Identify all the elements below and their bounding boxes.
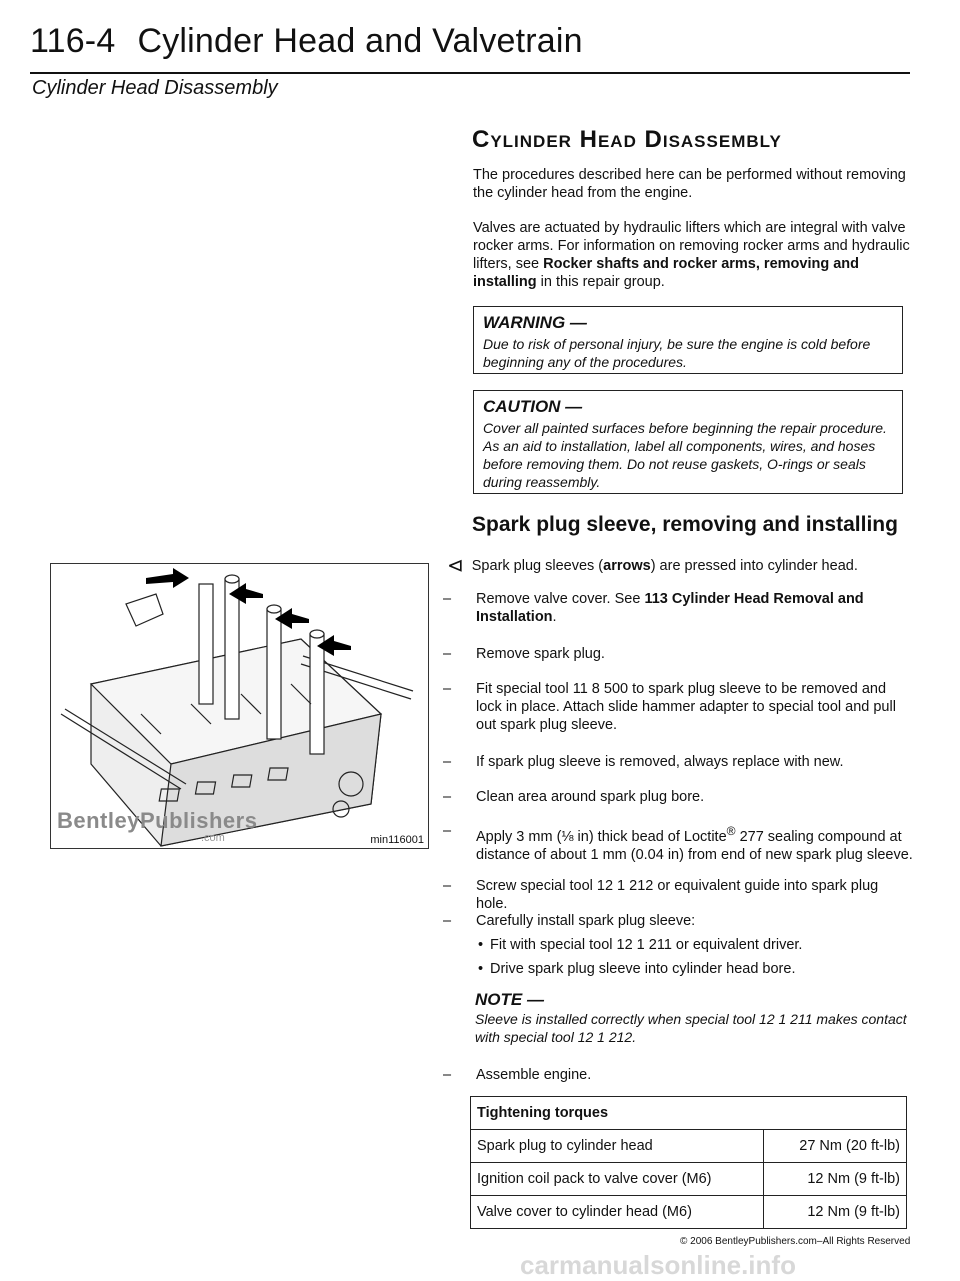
step-text: If spark plug sleeve is removed, always replace with new. — [476, 754, 844, 770]
bullet-text: Fit with special tool 12 1 211 or equivalent driver. — [490, 937, 803, 953]
step-dash: – — [443, 878, 452, 894]
step-9 — [443, 1066, 913, 1084]
torque-value: 12 Nm (9 ft-lb) — [764, 1196, 907, 1229]
step-text: Remove spark plug. — [476, 646, 605, 662]
torque-item: Ignition coil pack to valve cover (M6) — [471, 1163, 764, 1196]
torque-table — [470, 1096, 907, 1229]
caption-bold: arrows — [603, 558, 651, 574]
torque-value: 27 Nm (20 ft-lb) — [764, 1130, 907, 1163]
step-text: Carefully install spark plug sleeve: — [476, 913, 696, 929]
step-4 — [443, 753, 913, 771]
intro-paragraph-1: The procedures described here can be performed without removing the cylinder head from the engine. — [473, 167, 906, 201]
left-pointer-icon: ⊲ — [447, 555, 464, 577]
step-8 — [443, 912, 913, 930]
cylinder-head-figure — [50, 563, 429, 849]
figure-id: min116001 — [370, 834, 424, 846]
warning-title: WARNING — — [483, 313, 587, 332]
step-1 — [443, 590, 913, 626]
caption-text-end: ) are pressed into cylinder head. — [650, 558, 858, 574]
step-dash: – — [443, 1067, 452, 1083]
copyright: © 2006 BentleyPublishers.com–All Rights Reserved — [680, 1236, 911, 1247]
step-text-end: 277 sealing compound at distance of about 1 mm (0.04 in) from end of new spark plug sleeve. — [476, 828, 913, 863]
step-text-end: . — [552, 609, 557, 625]
table-row — [471, 1163, 907, 1196]
page-number: 116-4 — [30, 22, 116, 60]
intro-text: Valves are actuated by hydraulic lifters which are integral with valve rocker arms. For information on removing rocker arms and hydraulic lifters, see — [473, 220, 910, 272]
torque-item: Valve cover to cylinder head (M6) — [471, 1196, 764, 1229]
chapter-title: Cylinder Head and Valvetrain — [137, 22, 583, 60]
header-rule — [30, 72, 910, 74]
bullet-1 — [478, 937, 908, 953]
intro-text-end: in this repair group. — [536, 274, 665, 290]
cylinder-head-illustration — [51, 564, 427, 847]
torque-item: Spark plug to cylinder head — [471, 1130, 764, 1163]
caption-text: Spark plug sleeves ( — [471, 558, 604, 574]
step-dash: – — [443, 681, 452, 697]
bullet-dot: • — [478, 937, 484, 953]
bullet-text: Drive spark plug sleeve into cylinder head bore. — [490, 961, 796, 977]
table-header-row — [471, 1097, 907, 1130]
step-5 — [443, 788, 913, 806]
torque-value: 12 Nm (9 ft-lb) — [764, 1163, 907, 1196]
section-title: Cylinder Head Disassembly — [472, 126, 782, 153]
subsection-title: Spark plug sleeve, removing and installing — [472, 513, 898, 536]
step-text: Remove valve cover. See — [476, 591, 645, 607]
table-row — [471, 1196, 907, 1229]
caution-text: Cover all painted surfaces before beginning the repair procedure. As an aid to installation, label all components, wires, and hoses before removing them. Do not reuse gaskets, O-rings or seals during reassembly. — [483, 420, 887, 490]
step-text: Assemble engine. — [476, 1067, 592, 1083]
figure-caption — [447, 553, 858, 578]
step-text: Screw special tool 12 1 212 or equivalent guide into spark plug hole. — [476, 878, 879, 912]
step-text: Clean area around spark plug bore. — [476, 789, 705, 805]
step-3 — [443, 680, 913, 734]
site-watermark: carmanualsonline.info — [520, 1250, 796, 1280]
registered-mark: ® — [726, 824, 736, 838]
step-7 — [443, 877, 913, 913]
page-header — [30, 22, 583, 61]
step-dash: – — [443, 823, 452, 839]
step-dash: – — [443, 789, 452, 805]
warning-box — [473, 306, 903, 374]
step-crossref: 113 Cylinder Head Removal and Installation — [476, 591, 864, 625]
figure-watermark: BentleyPublishers — [57, 808, 258, 833]
bullet-dot: • — [478, 961, 484, 977]
table-header: Tightening torques — [471, 1097, 907, 1130]
note-text: Sleeve is installed correctly when special tool 12 1 211 makes contact with special tool 12 1 212. — [475, 1011, 907, 1045]
step-dash: – — [443, 913, 452, 929]
step-text: Apply 3 mm (⅛ in) thick bead of Loctite — [476, 828, 727, 845]
bullet-2 — [478, 961, 908, 977]
step-dash: – — [443, 591, 452, 607]
header-subtitle: Cylinder Head Disassembly — [32, 77, 278, 99]
table-row — [471, 1130, 907, 1163]
step-6 — [443, 822, 913, 864]
step-dash: – — [443, 646, 452, 662]
intro-crossref-link: Rocker shafts and rocker arms, removing and installing — [473, 256, 860, 290]
step-2 — [443, 645, 913, 663]
intro-paragraph-2 — [473, 219, 913, 291]
figure-watermark-suffix: .com — [201, 832, 225, 844]
caution-title: CAUTION — — [483, 397, 583, 416]
warning-text: Due to risk of personal injury, be sure the engine is cold before beginning any of the procedures. — [483, 336, 871, 370]
caution-box — [473, 390, 903, 494]
step-text: Fit special tool 11 8 500 to spark plug sleeve to be removed and lock in place. Attach slide hammer adapter to special tool and pull out spark plug sleeve. — [476, 681, 896, 733]
step-dash: – — [443, 754, 452, 770]
note-title: NOTE — — [475, 990, 544, 1009]
